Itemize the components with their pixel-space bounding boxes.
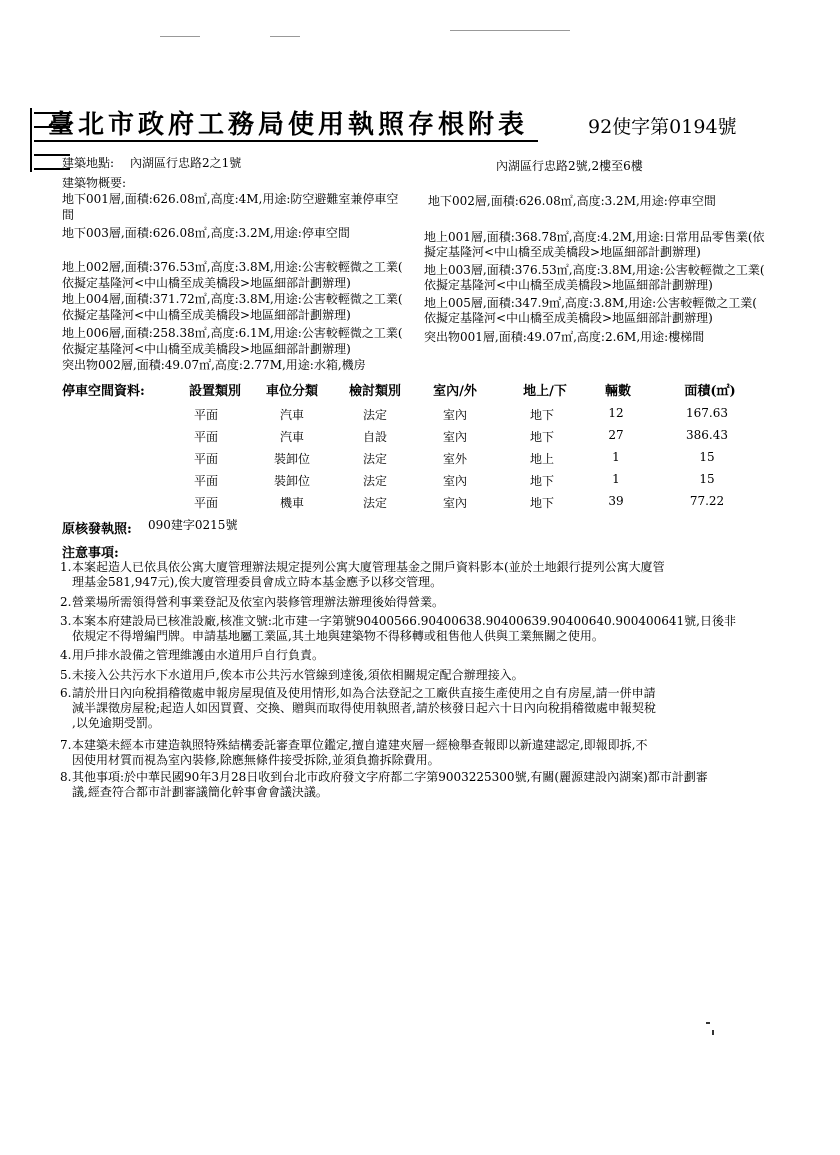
overview-line: 突出物001層,面積:49.07㎡,高度:2.6M,用途:樓梯間 xyxy=(424,330,705,344)
table-cell: 室外 xyxy=(442,452,467,466)
note-line: 本建築未經本市建造執照特殊結構委託審查單位鑑定,擅自違建夾層一經檢舉查報即以新違建認定,即報即拆,不 xyxy=(72,738,648,752)
notes-label: 注意事項: xyxy=(62,546,119,561)
note-number: 4. xyxy=(60,648,72,662)
table-cell: 15 xyxy=(699,450,715,464)
table-cell: 地下 xyxy=(529,496,554,510)
parking-header: 面積(㎡) xyxy=(684,384,736,399)
note-number: 8. xyxy=(60,770,72,784)
note-item xyxy=(60,648,792,663)
note-line: 理基金581,947元),俟大廈管理委員會成立時本基金應予以移交管理。 xyxy=(72,575,443,589)
note-line: 請於卅日內向稅捐稽徵處申報房屋現值及使用情形,如為合法登記之工廠供直接生產使用之自有房屋,請一併申請 xyxy=(72,686,656,700)
overview-line: 地下001層,面積:626.08㎡,高度:4M,用途:防空避難室兼停車空 xyxy=(62,192,399,206)
table-cell: 1 xyxy=(612,472,620,486)
note-number: 7. xyxy=(60,738,72,752)
table-cell: 自設 xyxy=(362,430,387,444)
table-cell: 386.43 xyxy=(686,428,728,442)
note-item xyxy=(60,770,792,800)
scan-line xyxy=(160,36,200,37)
table-cell: 12 xyxy=(608,406,624,420)
note-item xyxy=(60,595,792,610)
note-item xyxy=(60,614,792,644)
table-cell: 地下 xyxy=(529,474,554,488)
overview-line: 依擬定基隆河<中山橋至成美橋段>地區細部計劃辦理) xyxy=(62,342,351,356)
table-cell: 法定 xyxy=(362,474,387,488)
table-cell: 平面 xyxy=(193,408,218,422)
table-cell: 法定 xyxy=(362,452,387,466)
parking-header: 車位分類 xyxy=(265,384,318,399)
table-cell: 平面 xyxy=(193,474,218,488)
note-line: ,以免逾期受罰。 xyxy=(72,716,160,730)
note-line: 未接入公共污水下水道用戶,俟本市公共污水管線到達後,須依相關規定配合辦理接入。 xyxy=(72,668,524,682)
overview-line: 間 xyxy=(62,208,75,222)
parking-header: 室內/外 xyxy=(433,384,477,399)
table-cell: 裝卸位 xyxy=(273,452,310,466)
table-cell: 平面 xyxy=(193,430,218,444)
table-cell: 1 xyxy=(612,450,620,464)
note-line: 因使用材質而視為室內裝修,除應無條件接受拆除,並須負擔拆除費用。 xyxy=(72,753,440,767)
overview-line: 地上004層,面積:371.72㎡,高度:3.8M,用途:公害較輕微之工業( xyxy=(62,292,403,306)
location-extra: 內湖區行忠路2號,2樓至6樓 xyxy=(496,159,643,173)
note-number: 2. xyxy=(60,595,72,609)
overview-line: 地上005層,面積:347.9㎡,高度:3.8M,用途:公害較輕微之工業( xyxy=(424,296,757,310)
overview-line: 依擬定基隆河<中山橋至成美橋段>地區細部計劃辦理) xyxy=(62,276,351,290)
parking-header: 設置類別 xyxy=(188,384,241,399)
overview-line: 地下002層,面積:626.08㎡,高度:3.2M,用途:停車空間 xyxy=(428,194,716,208)
note-item xyxy=(60,738,792,768)
table-cell: 地上 xyxy=(529,452,554,466)
parking-header: 地上/下 xyxy=(523,384,567,399)
note-number: 3. xyxy=(60,614,72,628)
note-number: 5. xyxy=(60,668,72,682)
overview-line: 地上002層,面積:376.53㎡,高度:3.8M,用途:公害較輕微之工業( xyxy=(62,260,403,274)
table-cell: 平面 xyxy=(193,452,218,466)
scan-speck xyxy=(712,1030,714,1035)
table-cell: 汽車 xyxy=(279,408,304,422)
overview-line: 地上003層,面積:376.53㎡,高度:3.8M,用途:公害較輕微之工業( xyxy=(424,263,765,277)
note-line: 用戶排水設備之管理維護由水道用戶自行負責。 xyxy=(72,648,325,662)
overview-line: 地上006層,面積:258.38㎡,高度:6.1M,用途:公害較輕微之工業( xyxy=(62,326,403,340)
note-line: 其他事項:於中華民國90年3月28日收到台北市政府發文字府都二字第9003225300號,有關(麗源建設內湖案)都市計劃審 xyxy=(72,770,708,784)
parking-header: 輛數 xyxy=(604,384,631,399)
scan-speck xyxy=(706,1022,710,1024)
original-license-label: 原核發執照: xyxy=(62,522,132,537)
overview-line: 突出物002層,面積:49.07㎡,高度:2.77M,用途:水箱,機房 xyxy=(62,358,366,372)
table-cell: 167.63 xyxy=(686,406,728,420)
note-number: 1. xyxy=(60,560,72,574)
table-cell: 法定 xyxy=(362,408,387,422)
table-cell: 室內 xyxy=(442,474,467,488)
table-cell: 39 xyxy=(608,494,624,508)
note-item xyxy=(60,668,792,683)
license-number: 92使字第0194號 xyxy=(588,116,737,138)
overview-label: 建築物概要: xyxy=(62,176,127,190)
note-line: 減半課徵房屋稅;起造人如因買賣、交換、贈與而取得使用執照者,請於核發日起六十日內向稅捐稽徵處申報契稅 xyxy=(72,701,656,715)
scan-line xyxy=(450,30,570,31)
title-underline xyxy=(48,140,538,142)
table-cell: 室內 xyxy=(442,496,467,510)
overview-line: 依擬定基隆河<中山橋至成美橋段>地區細部計劃辦理) xyxy=(62,308,351,322)
overview-line: 地上001層,面積:368.78㎡,高度:4.2M,用途:日常用品零售業(依 xyxy=(424,230,765,244)
table-cell: 27 xyxy=(608,428,624,442)
table-cell: 15 xyxy=(699,472,715,486)
table-cell: 機車 xyxy=(279,496,304,510)
overview-line: 擬定基隆河<中山橋至成美橋段>地區細部計劃辦理) xyxy=(424,245,701,259)
overview-line: 地下003層,面積:626.08㎡,高度:3.2M,用途:停車空間 xyxy=(62,226,350,240)
parking-label: 停車空間資料: xyxy=(62,384,145,399)
note-line: 議,經查符合都市計劃審議簡化幹事會會議決議。 xyxy=(72,785,328,799)
table-cell: 室內 xyxy=(442,430,467,444)
table-cell: 裝卸位 xyxy=(273,474,310,488)
table-cell: 室內 xyxy=(442,408,467,422)
overview-line: 依擬定基隆河<中山橋至成美橋段>地區細部計劃辦理) xyxy=(424,278,713,292)
table-cell: 地下 xyxy=(529,430,554,444)
note-item xyxy=(60,686,792,731)
overview-line: 依擬定基隆河<中山橋至成美橋段>地區細部計劃辦理) xyxy=(424,311,713,325)
original-license-value: 090建字0215號 xyxy=(148,518,238,532)
location-label: 建築地點: xyxy=(62,156,115,170)
table-cell: 77.22 xyxy=(689,494,725,508)
table-cell: 地下 xyxy=(529,408,554,422)
note-item xyxy=(60,560,792,590)
table-cell: 平面 xyxy=(193,496,218,510)
scan-line xyxy=(270,36,300,37)
note-line: 本案起造人已依具依公寓大廈管理辦法規定提列公寓大廈管理基金之開戶資料影本(並於土地銀行提列公寓大廈管 xyxy=(72,560,665,574)
parking-header: 檢討類別 xyxy=(348,384,401,399)
table-cell: 汽車 xyxy=(279,430,304,444)
note-line: 本案本府建設局已核准設廠,核准文號:北市建一字第號90400566.90400638.90400639.90400640.900400641號,日後非 xyxy=(72,614,736,628)
note-line: 營業場所需領得營利事業登記及依室內裝修管理辦法辦理後始得營業。 xyxy=(72,595,445,609)
note-number: 6. xyxy=(60,686,72,700)
table-cell: 法定 xyxy=(362,496,387,510)
location-value: 內湖區行忠路2之1號 xyxy=(130,156,242,170)
document-title: 臺北市政府工務局使用執照存根附表 xyxy=(48,110,529,140)
note-line: 依規定不得增編門牌。申請基地屬工業區,其土地與建築物不得移轉或租售他人供與工業無關之使用。 xyxy=(72,629,604,643)
